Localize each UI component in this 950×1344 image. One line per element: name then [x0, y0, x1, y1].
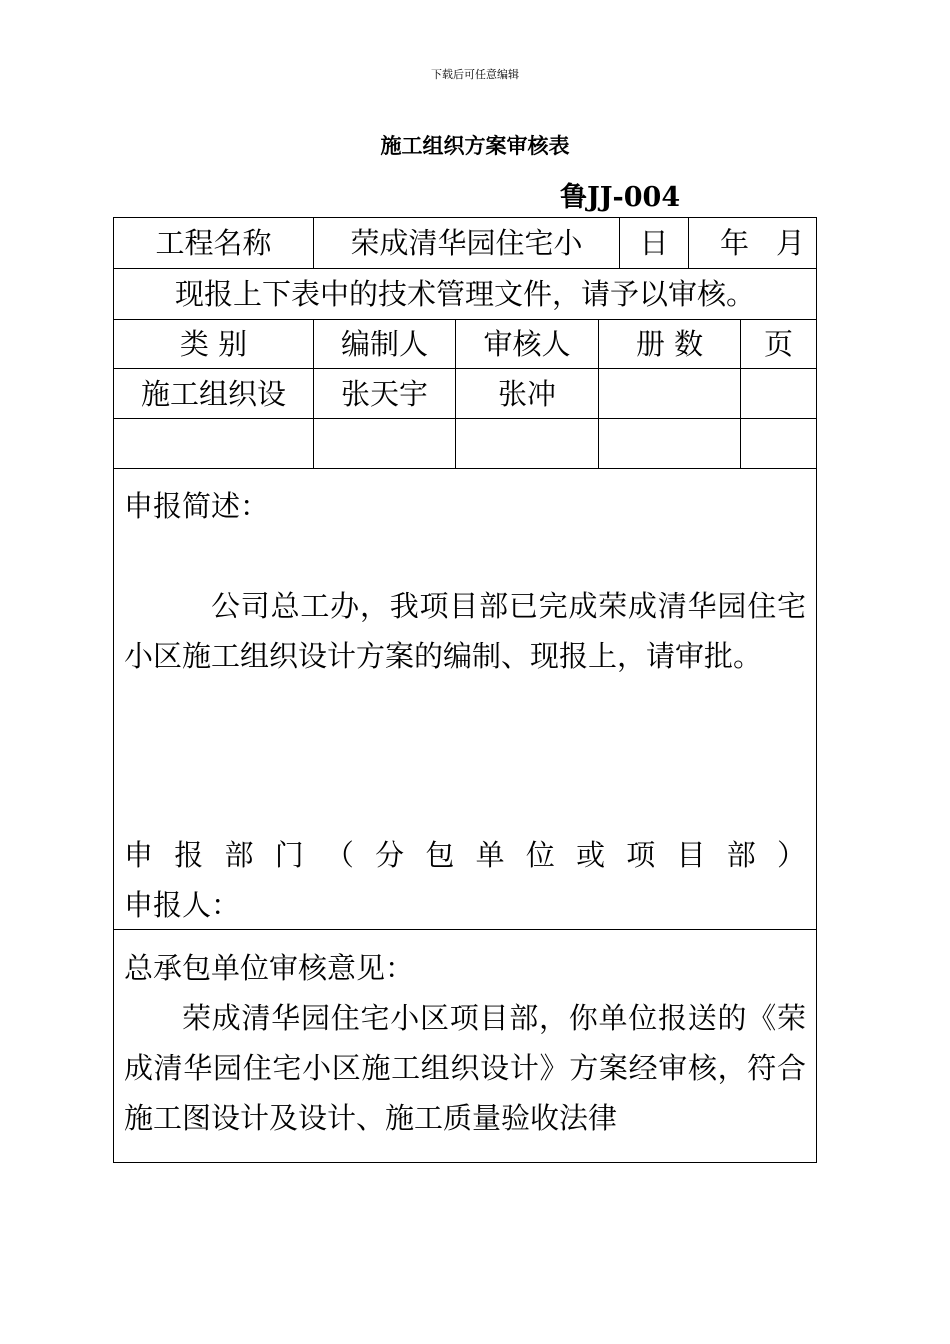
- submission-department: 申报部门（分包单位或项目部）: [124, 838, 806, 872]
- project-name-label: 工程名称: [155, 226, 272, 260]
- day-label: 日: [639, 226, 669, 260]
- table-cell-reviewer: 张冲: [497, 377, 556, 411]
- form-code: 鲁JJ-004: [560, 182, 681, 213]
- col-header-volumes: 册 数: [635, 327, 704, 361]
- vrule-r1-c: [688, 218, 689, 268]
- submission-body: 公司总工办，我项目部已完成荣成清华园住宅小区施工组织设计方案的编制、现报上，请审批。: [124, 589, 806, 673]
- table-cell-pages: [741, 369, 816, 419]
- year-label: 年: [720, 226, 750, 260]
- table-cell-volumes: [599, 369, 740, 419]
- submission-heading: 申报简述：: [124, 489, 270, 523]
- header-note: 下载后可任意编辑: [431, 68, 519, 81]
- table-cell-category: 施工组织设: [140, 377, 286, 411]
- review-body: 荣成清华园住宅小区项目部，你单位报送的《荣成清华园住宅小区施工组织设计》方案经审核，符合施工图设计及设计、施工质量验收法律: [124, 1001, 806, 1135]
- col-header-author: 编制人: [340, 327, 428, 361]
- table-cell-author: 张天宇: [340, 377, 428, 411]
- rule-data2: [114, 468, 816, 469]
- col-header-pages: 页: [763, 327, 793, 361]
- document-title: 施工组织方案审核表: [380, 134, 570, 158]
- review-heading: 总承包单位审核意见：: [124, 951, 415, 985]
- col-header-category: 类 别: [179, 327, 248, 361]
- review-form: [113, 217, 817, 1163]
- month-label: 月: [776, 226, 806, 260]
- col-header-reviewer: 审核人: [483, 327, 571, 361]
- submission-notice: 现报上下表中的技术管理文件，请予以审核。: [174, 277, 755, 311]
- submission-person: 申报人：: [124, 888, 241, 922]
- project-name-value: 荣成清华园住宅小: [350, 226, 583, 260]
